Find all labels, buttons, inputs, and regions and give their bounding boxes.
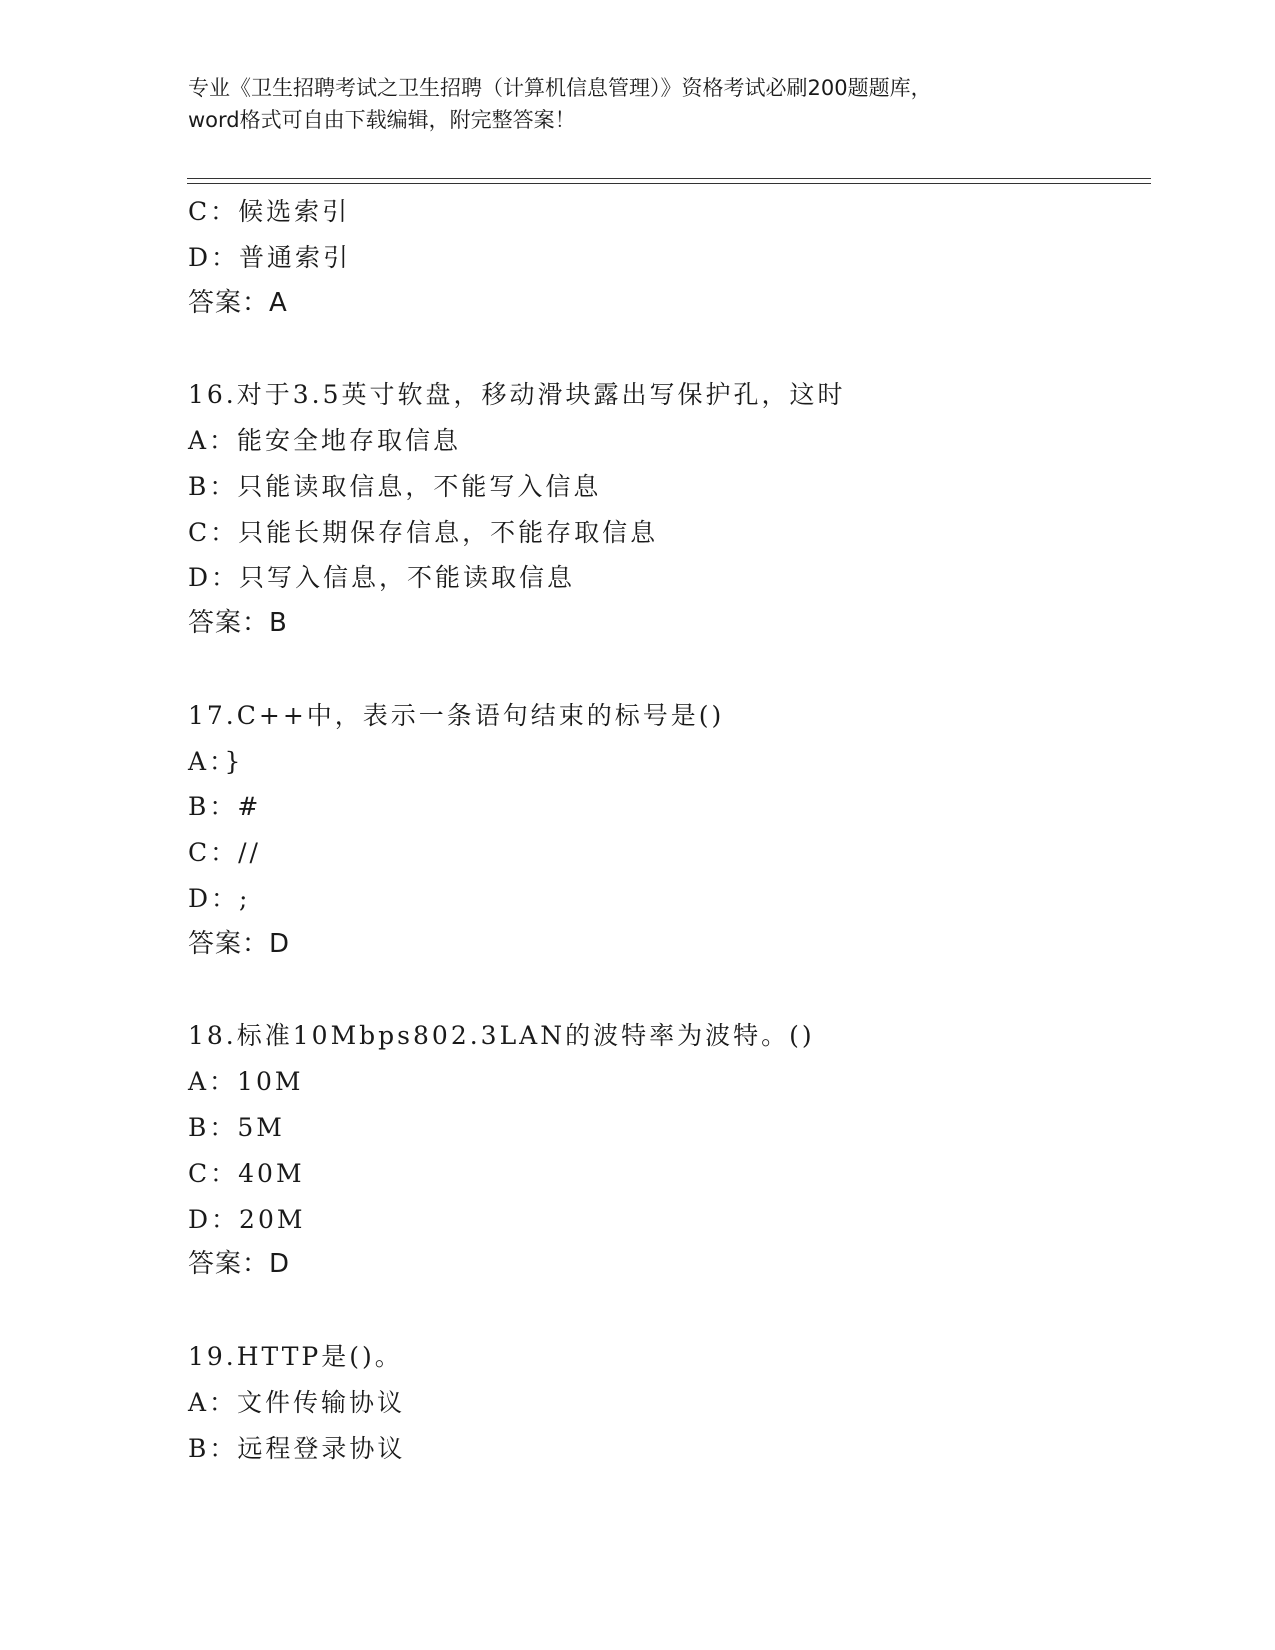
document-header [188,72,1088,136]
option-b: B：只能读取信息，不能写入信息 [188,471,602,501]
option-a: A：} [188,746,244,776]
header-line-1: 专业《卫生招聘考试之卫生招聘（计算机信息管理）》资格考试必刷200题题库， [188,76,932,100]
option-a: A：文件传输协议 [188,1387,406,1417]
option-d: D：普通索引 [188,242,352,272]
question-stem: 17.C++中，表示一条语句结束的标号是() [188,700,725,730]
question-17 [188,693,1148,968]
question-stem: 19.HTTP是()。 [188,1341,403,1371]
answer: 答案：D [188,928,291,959]
option-c: C：只能长期保存信息，不能存取信息 [188,517,659,547]
option-d: D：20M [188,1204,306,1234]
header-divider-bottom [187,183,1151,184]
option-a: A：10M [188,1067,304,1097]
answer: 答案：D [188,1249,291,1280]
option-b: B：远程登录协议 [188,1433,406,1463]
option-b: B：# [188,792,262,822]
option-b: B：5M [188,1112,285,1142]
option-a: A：能安全地存取信息 [188,425,462,455]
question-list [188,189,1148,1471]
option-c: C：40M [188,1158,305,1188]
question-18 [188,1013,1148,1288]
option-d: D：只写入信息，不能读取信息 [188,563,576,593]
question-19 [188,1334,1148,1471]
header-divider-top [187,178,1151,179]
question-spacer [188,968,1148,1014]
option-c: C：候选索引 [188,197,351,226]
answer: 答案：B [188,608,288,639]
answer: 答案：A [188,287,288,318]
question-spacer [188,1288,1148,1334]
question-partial [188,189,1148,326]
question-stem: 18.标准10Mbps802.3LAN的波特率为波特。() [188,1021,815,1051]
question-spacer [188,326,1148,372]
option-d: D：; [188,883,251,913]
question-stem: 16.对于3.5英寸软盘，移动滑块露出写保护孔，这时 [188,380,846,410]
question-spacer [188,647,1148,693]
option-c: C：// [188,838,261,868]
question-16 [188,372,1148,647]
header-line-2: word格式可自由下载编辑，附完整答案！ [188,108,576,132]
